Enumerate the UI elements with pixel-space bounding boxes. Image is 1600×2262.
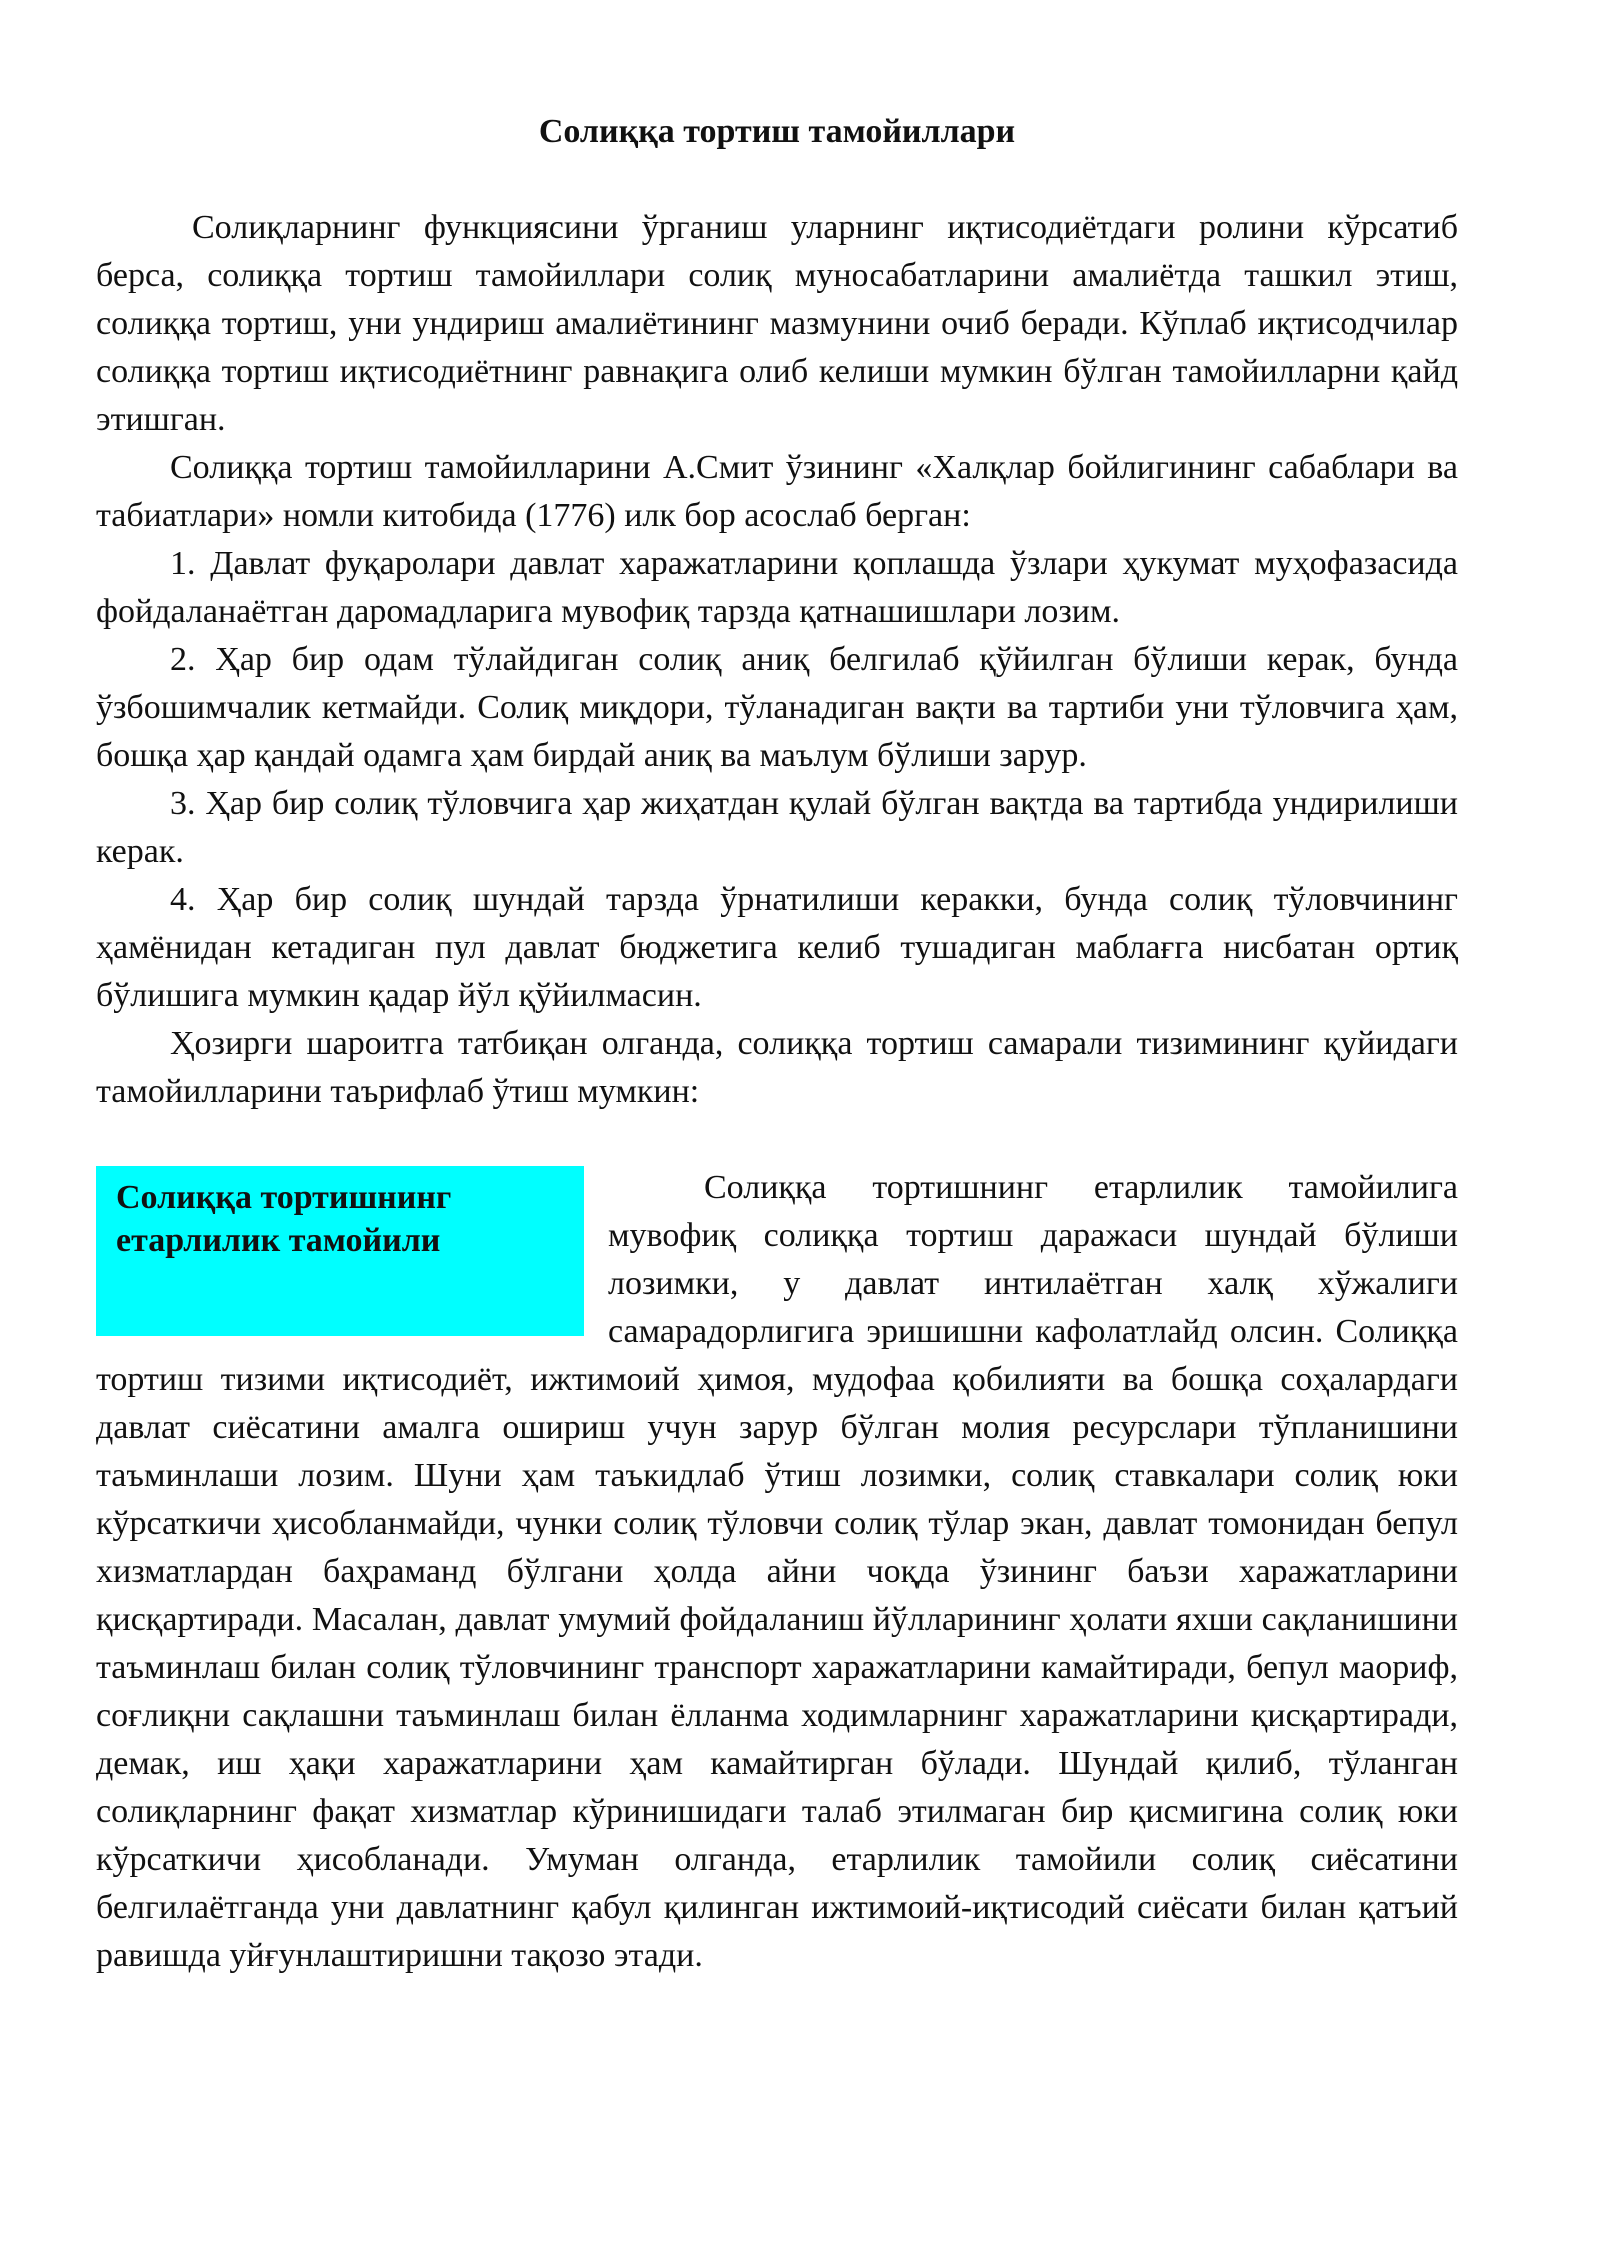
principle-item-1: 1. Давлат фуқаролари давлат харажатларини қоплашда ўзлари ҳукумат муҳофазасида фойдаланаётган даромадларига мувофиқ тарзда қатнашишлари лозим. <box>96 545 1458 630</box>
paragraph-intro: Солиқларнинг функциясини ўрганиш уларнинг иқтисодиётдаги ролини кўрсатиб берса, солиққа тортиш тамойиллари солиқ муносабатларини амалиётда ташкил этиш, солиққа тортиш, уни ундириш амалиётининг мазмунини очиб беради. Кўплаб иқтисодчилар солиққа тортиш иқтисодиётнинг равнақига олиб келиши мумкин бўлган тамойилларни қайд этишган. <box>96 209 1458 438</box>
highlight-box-sufficiency-principle: Солиққа тортишнинг етарлилик тамойили <box>96 1166 584 1336</box>
paragraph-sufficiency-principle: Солиққа тортишнинг етарлилик тамойилига мувофиқ солиққа тортиш даражаси шундай бўлиши лозимки, у давлат интилаётган халқ хўжалиги самарадорлигига эришишни кафолатлайд олсин. Солиққа тортиш тизими иқтисодиёт, ижтимоий ҳимоя, мудофаа қобилияти ва бошқа соҳалардаги давлат сиёсатини амалга ошириш учун зарур бўлган молия ресурслари тўпланишини таъминлаши лозим. Шуни ҳам таъкидлаб ўтиш лозимки, солиқ ставкалари солиқ юки кўрсаткичи ҳисобланмайди, чунки солиқ тўловчи солиқ тўлар экан, давлат томонидан бепул хизматлардан баҳраманд бўлгани ҳолда айни чоқда ўзининг баъзи харажатларини қисқартиради. Масалан, давлат умумий фойдаланиш йўлларининг ҳолати яхши сақланишини таъминлаш билан солиқ тўловчининг транспорт харажатларини камайтиради, бепул маориф, соғлиқни сақлашни таъминлаш билан ёлланма ходимларнинг харажатларини қисқартиради, демак, иш ҳақи харажатларини ҳам камайтирган бўлади. Шундай қилиб, тўланган солиқларнинг фақат хизматлар кўринишидаги талаб этилмаган бир қисмигина солиқ юки кўрсаткичи ҳисобланади. Умуман олганда, етарлилик тамойили солиқ сиёсатини белгилаётганда уни давлатнинг қабул қилинган ижтимоий-иқтисодий сиёсати билан қатъий равишда уйғунлаштиришни тақозо этади. <box>96 1169 1458 1974</box>
paragraph-modern-conditions: Ҳозирги шароитга татбиқан олганда, солиққа тортиш самарали тизимининг қуйидаги тамойилларини таърифлаб ўтиш мумкин: <box>96 1025 1458 1110</box>
spacer <box>96 1116 1458 1164</box>
principle-item-3: 3. Ҳар бир солиқ тўловчига ҳар жиҳатдан қулай бўлган вақтда ва тартибда ундирилиши керак. <box>96 785 1458 870</box>
document-page <box>96 108 1458 1980</box>
principle-item-4: 4. Ҳар бир солиқ шундай тарзда ўрнатилиши керакки, бунда солиқ тўловчининг ҳамёнидан кетадиган пул давлат бюджетига келиб тушадиган маблағга нисбатан ортиқ бўлишига мумкин қадар йўл қўйилмасин. <box>96 881 1458 1014</box>
paragraph-smith: Солиққа тортиш тамойилларини А.Смит ўзининг «Халқлар бойлигининг сабаблари ва табиатлари» номли китобида (1776) илк бор асослаб берган: <box>96 449 1458 534</box>
document-title: Солиққа тортиш тамойиллари <box>538 113 1016 150</box>
principle-item-2: 2. Ҳар бир одам тўлайдиган солиқ аниқ белгилаб қўйилган бўлиши керак, бунда ўзбошимчалик кетмайди. Солиқ миқдори, тўланадиган вақти ва тартиби уни тўловчига ҳам, бошқа ҳар қандай одамга ҳам бирдай аниқ ва маълум бўлиши зарур. <box>96 641 1458 774</box>
